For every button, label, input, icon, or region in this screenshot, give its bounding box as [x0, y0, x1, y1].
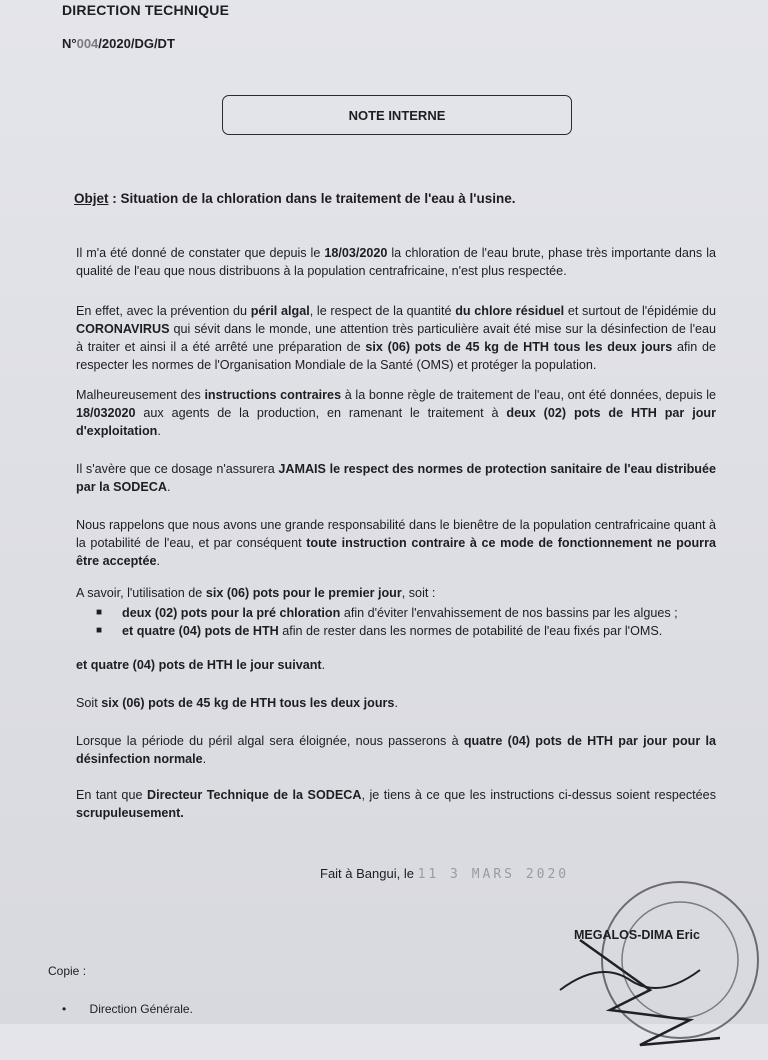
emphasis: péril algal	[250, 304, 310, 318]
text: , le respect de la quantité	[309, 304, 456, 318]
text: Lorsque la période du péril algal sera éloignée, nous passerons à	[76, 734, 464, 748]
paragraph-7	[76, 656, 716, 674]
paragraph-5	[76, 516, 716, 570]
date-stamp: 11 3 MARS 2020	[417, 867, 570, 882]
paragraph-3	[76, 386, 716, 440]
text: En tant que	[76, 788, 147, 802]
text: .	[321, 658, 326, 672]
text: à la bonne règle de traitement de l'eau, ont été données, depuis le	[341, 388, 716, 402]
paragraph-9	[76, 732, 716, 768]
paragraph-2	[76, 302, 716, 374]
bullet-icon: •	[62, 1002, 90, 1016]
emphasis: JAMAIS le respect des normes de protection sanitaire de l'eau distribuée par la SODECA	[76, 462, 716, 494]
text: , soit :	[401, 586, 436, 600]
text: A savoir, l'utilisation de	[76, 586, 206, 600]
copy-recipient	[62, 1002, 193, 1016]
text: .	[394, 696, 398, 710]
emphasis: instructions contraires	[204, 388, 342, 402]
text: .	[157, 424, 161, 438]
text: .	[202, 752, 207, 766]
emphasis: six (06) pots de 45 kg de HTH tous les deux jours	[101, 696, 395, 710]
date: 18/032020	[76, 406, 136, 420]
note-title-box	[222, 95, 572, 135]
bullet-icon: ■	[96, 607, 103, 618]
text: .	[156, 554, 161, 568]
text: afin de rester dans les normes de potabilité de l'eau fixés par l'OMS.	[278, 624, 663, 638]
paragraph-1	[76, 244, 716, 280]
text: Malheureusement des	[76, 388, 205, 402]
copy-recipient-label: Direction Générale.	[89, 1002, 193, 1016]
list-item	[96, 622, 716, 640]
emphasis: du chlore résiduel	[455, 304, 565, 318]
text: .	[166, 480, 171, 494]
department-title: DIRECTION TECHNIQUE	[62, 2, 230, 18]
text: afin d'éviter l'envahissement de nos bassins par les algues ;	[340, 606, 678, 620]
place-date-line	[320, 866, 569, 882]
official-seal-stamp	[540, 870, 768, 1060]
text: Soit	[76, 696, 102, 710]
emphasis: scrupuleusement.	[76, 806, 184, 820]
list-item	[96, 604, 716, 622]
reference-prefix: N°	[62, 36, 77, 51]
emphasis: CORONAVIRUS	[76, 322, 170, 336]
dosage-list	[96, 604, 716, 640]
signatory-name: MEGALOS-DIMA Eric	[574, 928, 700, 942]
note-title: NOTE INTERNE	[348, 107, 446, 123]
reference-suffix: /2020/DG/DT	[98, 36, 175, 51]
date: 18/03/2020	[324, 246, 388, 260]
emphasis: six (06) pots pour le premier jour	[205, 586, 402, 600]
text: Nous rappelons que nous avons une grande responsabilité dans le bienêtre de la population centrafricaine quant à la potabilité de l'eau, et par conséquent	[76, 518, 716, 550]
text: En effet, avec la prévention du	[76, 304, 251, 318]
paragraph-10	[76, 786, 716, 822]
signature-scribble	[560, 970, 700, 990]
paragraph-8	[76, 694, 716, 712]
subject-text: : Situation de la chloration dans le traitement de l'eau à l'usine.	[108, 191, 516, 206]
place-text: Fait à Bangui, le	[320, 866, 418, 881]
emphasis: deux (02) pots pour la pré chloration	[122, 606, 341, 620]
emphasis: quatre (04) pots de HTH par jour pour la désinfection normale	[76, 734, 717, 766]
bullet-icon: ■	[96, 625, 103, 636]
text: Il s'avère que ce dosage n'assurera	[76, 462, 279, 476]
text: afin de respecter les normes de l'Organisation Mondiale de la Santé (OMS) et protéger la population.	[76, 340, 716, 372]
paragraph-6	[76, 584, 716, 602]
reference-number	[62, 36, 175, 51]
copy-label: Copie :	[48, 964, 87, 978]
emphasis: Directeur Technique de la SODECA	[146, 788, 362, 802]
subject-line	[74, 191, 516, 206]
emphasis: toute instruction contraire à ce mode de fonctionnement ne pourra être acceptée	[76, 536, 716, 568]
text: , je tiens à ce que les instructions ci-dessus soient respectées	[361, 788, 716, 802]
text: aux agents de la production, en ramenant le traitement à	[135, 406, 507, 420]
emphasis: six (06) pots de 45 kg de HTH tous les deux jours	[365, 340, 673, 354]
reference-id: 004	[76, 36, 99, 51]
text: qui sévit dans le monde, une attention très particulière avait été mise sur la désinfection de l'eau à traiter et ainsi il a été arrêté une préparation de	[76, 322, 716, 354]
text: Il m'a été donné de constater que depuis le	[76, 246, 325, 260]
signature-scribble	[580, 940, 720, 1045]
paragraph-4	[76, 460, 716, 496]
emphasis: deux (02) pots de HTH par jour d'exploitation	[76, 406, 716, 438]
emphasis: et quatre (04) pots de HTH le jour suivant	[76, 658, 322, 672]
text: la chloration de l'eau brute, phase très importante dans la qualité de l'eau que nous distribuons à la population centrafricaine, n'est plus respectée.	[76, 246, 716, 278]
text: et surtout de l'épidémie du	[564, 304, 716, 318]
subject-label: Objet	[74, 191, 109, 206]
emphasis: et quatre (04) pots de HTH	[122, 624, 279, 638]
